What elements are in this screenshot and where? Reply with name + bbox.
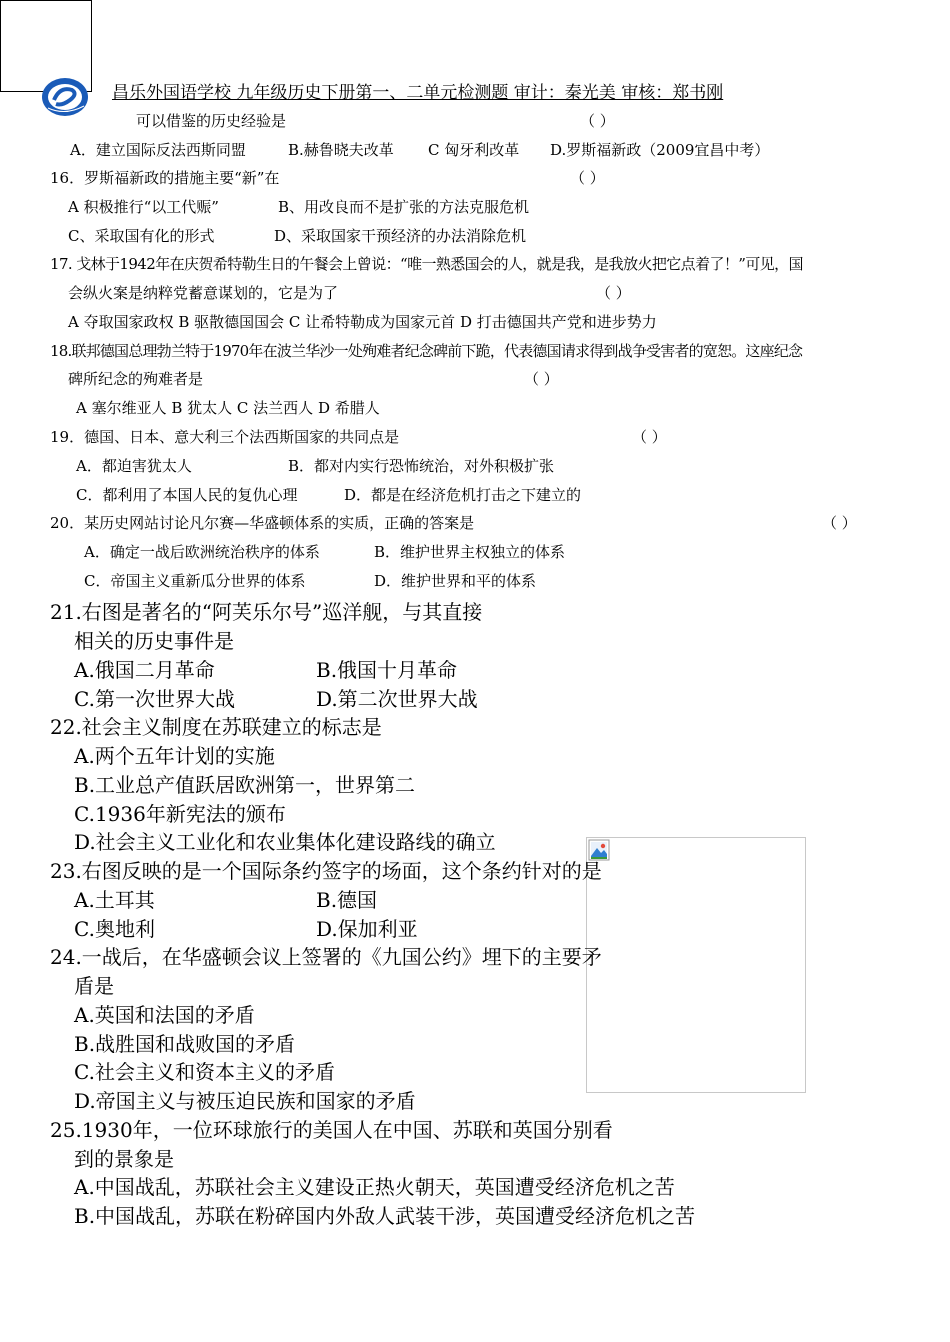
q22-option-b: B.工业总产值跃居欧洲第一，世界第二 xyxy=(74,773,416,797)
q19-option-c: C．都利用了本国人民的复仇心理 xyxy=(76,486,298,504)
q16-stem: 16．罗斯福新政的措施主要“新”在 xyxy=(50,169,280,187)
q19-paren: （ ） xyxy=(632,428,667,446)
q23-option-a: A.土耳其 xyxy=(74,888,155,912)
q19-stem: 19．德国、日本、意大利三个法西斯国家的共同点是 xyxy=(50,428,400,446)
q17-stem-cont: 会纵火案是纳粹党蓄意谋划的，它是为了 xyxy=(68,284,339,302)
q16-option-a: A 积极推行“以工代赈” xyxy=(68,198,219,216)
q22-option-d: D.社会主义工业化和农业集体化建设路线的确立 xyxy=(74,830,496,854)
q20-stem: 20．某历史网站讨论凡尔赛—华盛顿体系的实质，正确的答案是 xyxy=(50,514,475,532)
q20-option-d: D．维护世界和平的体系 xyxy=(374,572,537,590)
q24-option-d: D.帝国主义与被压迫民族和国家的矛盾 xyxy=(74,1089,416,1113)
q24-option-b: B.战胜国和战败国的矛盾 xyxy=(74,1032,296,1056)
school-logo-icon xyxy=(40,76,90,118)
q24-stem: 24.一战后，在华盛顿会议上签署的《九国公约》埋下的主要矛 xyxy=(50,945,602,969)
q19-option-a: A．都迫害犹太人 xyxy=(76,457,192,475)
q17-paren: （ ） xyxy=(596,284,631,302)
q15-stem-cont: 可以借鉴的历史经验是 xyxy=(136,112,287,130)
q15-option-d: D.罗斯福新政（2009宜昌中考） xyxy=(550,141,770,159)
q16-option-b: B、用改良而不是扩张的方法克服危机 xyxy=(278,198,530,216)
q20-paren: （ ） xyxy=(822,514,857,532)
q15-option-a: A．建立国际反法西斯同盟 xyxy=(70,141,246,159)
q21-stem: 21.右图是著名的“阿芙乐尔号”巡洋舰，与其直接 xyxy=(50,600,483,624)
q23-option-c: C.奥地利 xyxy=(74,917,155,941)
q15-paren: （ ） xyxy=(580,112,615,130)
q24-stem-cont: 盾是 xyxy=(74,974,114,998)
q21-option-b: B.俄国十月革命 xyxy=(316,658,458,682)
q20-option-a: A．确定一战后欧洲统治秩序的体系 xyxy=(84,543,320,561)
q25-stem: 25.1930年，一位环球旅行的美国人在中国、苏联和英国分别看 xyxy=(50,1118,613,1142)
q18-options: A 塞尔维亚人 B 犹太人 C 法兰西人 D 希腊人 xyxy=(76,399,380,417)
q22-option-a: A.两个五年计划的实施 xyxy=(74,744,275,768)
q16-option-d: D、采取国家干预经济的办法消除危机 xyxy=(274,227,527,245)
q18-stem: 18.联邦德国总理勃兰特于1970年在波兰华沙一处殉难者纪念碑前下跪，代表德国请求得到战争受害者的宽恕。这座纪念 xyxy=(50,342,803,360)
q19-option-d: D．都是在经济危机打击之下建立的 xyxy=(344,486,582,504)
q18-stem-cont: 碑所纪念的殉难者是 xyxy=(68,370,204,388)
q17-stem: 17. 戈林于1942年在庆贺希特勒生日的午餐会上曾说：“唯一熟悉国会的人，就是我，是我放火把它点着了！”可见，国 xyxy=(50,255,803,273)
q17-options: A 夺取国家政权 B 驱散德国国会 C 让希特勒成为国家元首 D 打击德国共产党和进步势力 xyxy=(68,313,657,331)
q21-option-d: D.第二次世界大战 xyxy=(316,687,478,711)
q21-option-a: A.俄国二月革命 xyxy=(74,658,215,682)
q16-option-c: C、采取国有化的形式 xyxy=(68,227,215,245)
figure-placeholder xyxy=(586,837,806,1093)
q15-option-c: C 匈牙利改革 xyxy=(428,141,520,159)
q22-option-c: C.1936年新宪法的颁布 xyxy=(74,802,286,826)
q23-option-d: D.保加利亚 xyxy=(316,917,418,941)
q21-option-c: C.第一次世界大战 xyxy=(74,687,235,711)
page-header: 昌乐外国语学校 九年级历史下册第一、二单元检测题 审计：秦光美 审核：郑书刚 xyxy=(112,83,724,103)
q22-stem: 22.社会主义制度在苏联建立的标志是 xyxy=(50,715,382,739)
q20-option-b: B．维护世界主权独立的体系 xyxy=(374,543,566,561)
q23-option-b: B.德国 xyxy=(316,888,378,912)
q24-option-a: A.英国和法国的矛盾 xyxy=(74,1003,255,1027)
q23-stem: 23.右图反映的是一个国际条约签字的场面，这个条约针对的是 xyxy=(50,859,602,883)
q19-option-b: B．都对内实行恐怖统治，对外积极扩张 xyxy=(288,457,555,475)
q21-stem-cont: 相关的历史事件是 xyxy=(74,629,234,653)
q24-option-c: C.社会主义和资本主义的矛盾 xyxy=(74,1060,335,1084)
q25-stem-cont: 到的景象是 xyxy=(74,1147,174,1171)
q20-option-c: C．帝国主义重新瓜分世界的体系 xyxy=(84,572,306,590)
q15-option-b: B.赫鲁晓夫改革 xyxy=(288,141,394,159)
q25-option-a: A.中国战乱，苏联社会主义建设正热火朝天，英国遭受经济危机之苦 xyxy=(74,1175,675,1199)
q16-paren: （ ） xyxy=(570,169,605,187)
q25-option-b: B.中国战乱，苏联在粉碎国内外敌人武装干涉，英国遭受经济危机之苦 xyxy=(74,1204,696,1228)
q18-paren: （ ） xyxy=(524,370,559,388)
